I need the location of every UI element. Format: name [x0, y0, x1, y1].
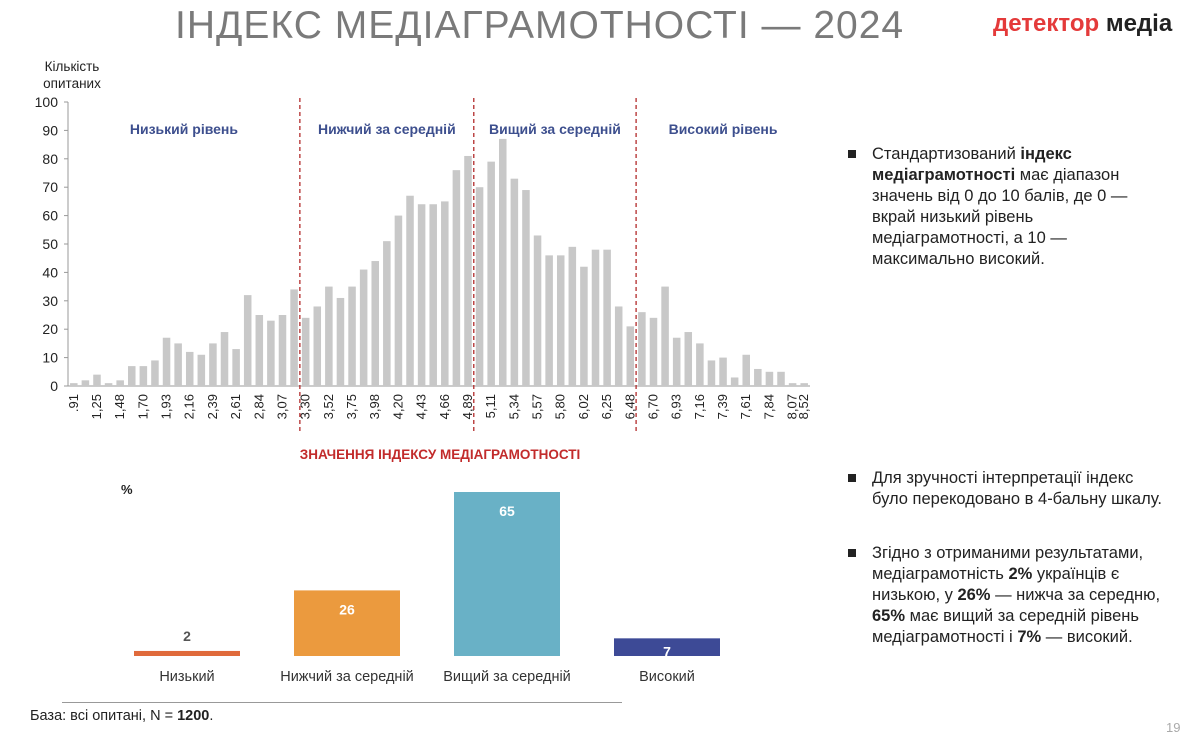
x-tick-label: 4,66: [436, 394, 452, 420]
bullet-text-run: індекс медіаграмотності: [872, 145, 1072, 184]
histogram-x-axis-title: ЗНАЧЕННЯ ІНДЕКСУ МЕДІАГРАМОТНОСТІ: [299, 447, 581, 462]
bullet-text-run: має діапазон значень від 0 до 10 балів, де 0 — вкрай низький рівень медіаграмотності, а 10 — максимально високий.: [872, 166, 1128, 268]
zone-label: Низький рівень: [129, 121, 238, 137]
brand-logo: [993, 10, 1172, 38]
y-tick-label: 60: [42, 207, 58, 224]
x-tick-label: 6,02: [575, 394, 591, 420]
x-tick-label: 7,16: [691, 394, 707, 420]
x-tick-label: .91: [65, 394, 81, 413]
bullet-text-run: українців є низькою, у: [872, 565, 1120, 604]
y-tick-label: 30: [42, 292, 58, 309]
x-tick-label: 2,16: [181, 394, 197, 420]
footer-divider: [62, 702, 622, 703]
page-number: 19: [1166, 720, 1181, 735]
x-tick-label: 5,34: [506, 394, 522, 420]
base-note: [30, 708, 213, 724]
x-tick-label: 2,84: [251, 394, 267, 420]
x-tick-label: 6,93: [668, 394, 684, 420]
bullet-text-run: — нижча за середню,: [990, 586, 1161, 604]
logo-part-2: медіа: [1105, 10, 1173, 37]
summary-bar-value-label: 26: [339, 601, 355, 618]
summary-category-label: Низький: [159, 669, 215, 685]
summary-bar: [134, 651, 240, 656]
bullet-text-run: 26%: [957, 586, 991, 604]
x-tick-label: 2,39: [204, 394, 220, 420]
page-title: ІНДЕКС МЕДІАГРАМОТНОСТІ — 2024: [175, 4, 905, 47]
summary-bar-value-label: 7: [663, 643, 671, 660]
bullet-text-run: 7%: [1017, 628, 1042, 646]
base-end: .: [209, 708, 214, 724]
x-tick-label: 6,70: [645, 394, 661, 420]
histogram-bar: [777, 372, 785, 386]
x-tick-label: 2,61: [228, 394, 244, 420]
bullet-3-text: [872, 543, 1168, 648]
bullet-1-text: [872, 144, 1168, 270]
histogram-y-axis-title: Кількість опитаних: [43, 59, 101, 91]
x-tick-label: 3,07: [274, 394, 290, 420]
x-tick-label: 7,61: [738, 394, 754, 420]
logo-part-1: детектор: [993, 10, 1100, 37]
bullet-text-run: Згідно з отриманими результатами, медіаграмотність: [872, 544, 1144, 583]
bullet-text-run: 2%: [1008, 565, 1033, 583]
y-tick-label: 90: [42, 122, 58, 139]
y-tick-label: 50: [42, 236, 58, 252]
x-tick-label: 1,93: [158, 394, 174, 420]
summary-bar: [294, 590, 400, 656]
x-tick-label: 3,30: [297, 394, 313, 420]
summary-bar-value-label: 65: [499, 503, 515, 519]
summary-category-label: Високий: [639, 669, 695, 685]
bullet-text-run: Для зручності інтерпретації індекс було перекодовано в 4-бальну шкалу.: [872, 469, 1162, 508]
x-tick-label: 6,48: [622, 394, 638, 420]
summary-bar-value-label: 2: [183, 627, 191, 644]
histogram-bar: [766, 372, 774, 386]
x-tick-label: 6,25: [599, 394, 615, 420]
x-tick-label: 3,52: [320, 394, 336, 420]
x-tick-label: 4,89: [459, 394, 475, 420]
y-tick-label: 100: [34, 94, 58, 110]
summary-category-label: Нижчий за середній: [280, 669, 414, 685]
x-tick-label: 4,20: [390, 394, 406, 420]
bullet-text-run: Стандартизований: [872, 145, 1021, 163]
bullet-text-run: 65%: [872, 607, 906, 625]
x-tick-label: 3,98: [367, 394, 383, 420]
histogram-bar: [800, 383, 808, 386]
percent-unit-label: %: [121, 482, 133, 497]
x-tick-label: 8,07: [784, 394, 800, 420]
bullet-text-run: — високий.: [1041, 628, 1133, 646]
x-tick-label: 5,57: [529, 394, 545, 420]
x-tick-label: 4,43: [413, 394, 429, 420]
x-tick-label: 3,75: [344, 394, 360, 420]
bullet-square-icon: [848, 150, 856, 158]
y-tick-label: 40: [42, 264, 58, 281]
zone-label: Нижчий за середній: [317, 121, 456, 137]
x-tick-label: 1,25: [88, 394, 104, 420]
base-text: База: всі опитані, N =: [30, 708, 178, 724]
zone-label: Вищий за середній: [489, 121, 621, 137]
x-tick-label: 5,11: [483, 394, 499, 419]
x-tick-label: 1,48: [112, 394, 128, 420]
x-tick-label: 7,84: [761, 394, 777, 420]
y-tick-label: 0: [50, 378, 58, 394]
x-tick-label: 7,39: [715, 394, 731, 420]
y-tick-label: 10: [42, 349, 58, 366]
y-tick-label: 20: [42, 321, 58, 338]
base-n: 1200: [177, 708, 210, 724]
bullet-text-run: має вищий за середній рівень медіаграмотності і: [872, 607, 1139, 646]
bullet-2-text: [872, 468, 1162, 510]
y-tick-label: 80: [42, 150, 58, 167]
zone-label: Високий рівень: [668, 121, 778, 137]
bullet-square-icon: [848, 549, 856, 557]
x-tick-label: 5,80: [552, 394, 568, 420]
x-tick-label: 1,70: [135, 394, 151, 420]
summary-category-label: Вищий за середній: [443, 669, 571, 685]
x-tick-label: 8,52: [796, 394, 812, 420]
y-tick-label: 70: [42, 179, 58, 196]
histogram-bar: [789, 383, 797, 386]
bullet-square-icon: [848, 474, 856, 482]
